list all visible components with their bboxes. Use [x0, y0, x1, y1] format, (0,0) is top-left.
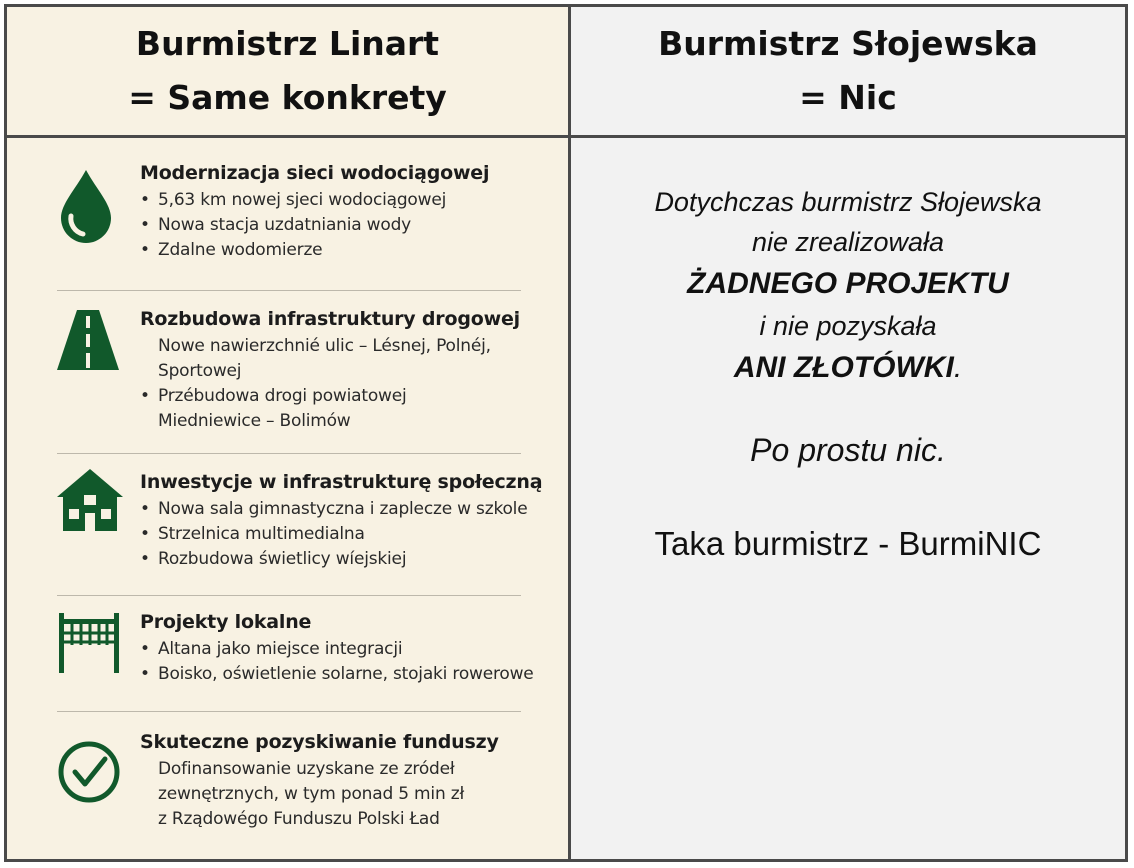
right-header-line2: = Nic: [799, 78, 897, 117]
list-item: • Strzelnica multimedialna: [140, 522, 561, 547]
statement-line: Dotychczas burmistrz Słojewska: [654, 187, 1042, 217]
right-statement: [571, 138, 1125, 859]
list-item: zewnętrznych, w tym ponad 5 min zł: [158, 784, 465, 804]
section-funding-body: [140, 731, 561, 832]
section-funding: [57, 711, 521, 861]
list-item: • Zdalne wodomierze: [140, 238, 561, 263]
list-item: Miedniewice – Bolimów: [158, 411, 351, 431]
list-item: • 5,63 km nowej sjeci wodociągowej: [140, 188, 561, 213]
section-title: Modernizacja sieci wodociągowej: [140, 162, 490, 184]
list-item: • Rozbudowa świetlicy wíejskiej: [140, 547, 561, 572]
checkmark-circle-icon: [57, 739, 123, 805]
left-header-line2: = Same konkrety: [128, 78, 447, 117]
water-drop-icon: [57, 168, 115, 244]
school-building-icon: [57, 469, 123, 531]
statement-line: nie zrealizowała: [751, 227, 945, 257]
list-item: • Altana jako miejsce integracji: [140, 637, 561, 662]
list-item: Dofinansowanie uzyskane ze zródeł: [158, 759, 455, 779]
section-local-body: [140, 611, 561, 687]
section-water: [57, 138, 521, 291]
list-item: Sportowej: [158, 361, 242, 381]
statement-slogan: Taka burmistrz - BurmiNIC: [654, 525, 1042, 562]
road-icon: [57, 310, 119, 370]
section-local: [57, 595, 534, 712]
statement-line: i nie pozyskała: [759, 311, 937, 341]
section-title: Projekty lokalne: [140, 611, 312, 633]
right-header-line1: Burmistrz Słojewska: [658, 24, 1038, 63]
section-social-body: [140, 471, 561, 572]
section-title: Rozbudowa infrastruktury drogowej: [140, 308, 520, 330]
left-header-line1: Burmistrz Linart: [135, 24, 440, 63]
list-item: • Przébudowa drogi powiatowej: [140, 384, 561, 409]
list-item: • Nowa sala gimnastyczna i zaplecze w szkole: [140, 497, 561, 522]
comparison-table: [4, 4, 1128, 862]
statement-period: .: [953, 351, 963, 384]
statement-emphasis: ANI ZŁOTÓWKI: [733, 351, 954, 384]
section-social: [57, 453, 543, 596]
statement-emphasis-line: [571, 346, 1125, 390]
section-title: Skuteczne pozyskiwanie funduszy: [140, 731, 499, 753]
right-column: [568, 7, 1125, 859]
list-item: Nowe nawierzchnié ulic – Lésnej, Polnéj,: [158, 336, 491, 356]
sports-net-icon: [57, 613, 121, 673]
list-item: z Rządowégo Funduszu Polski Ład: [158, 809, 440, 829]
left-header: [7, 7, 568, 138]
section-water-body: [140, 162, 561, 263]
list-item: • Nowa stacja uzdatniania wody: [140, 213, 561, 238]
right-header: [571, 7, 1125, 138]
section-road: [57, 290, 521, 454]
statement-line: Po prostu nic.: [750, 432, 946, 468]
section-title: Inwestycje w infrastrukturę społeczną: [140, 471, 543, 493]
section-road-body: [140, 308, 561, 434]
list-item: • Boisko, oświetlenie solarne, stojaki rowerowe: [140, 662, 561, 687]
left-column: [7, 7, 568, 859]
achievements-list: [7, 138, 568, 859]
statement-emphasis: ŻADNEGO PROJEKTU: [687, 267, 1009, 300]
